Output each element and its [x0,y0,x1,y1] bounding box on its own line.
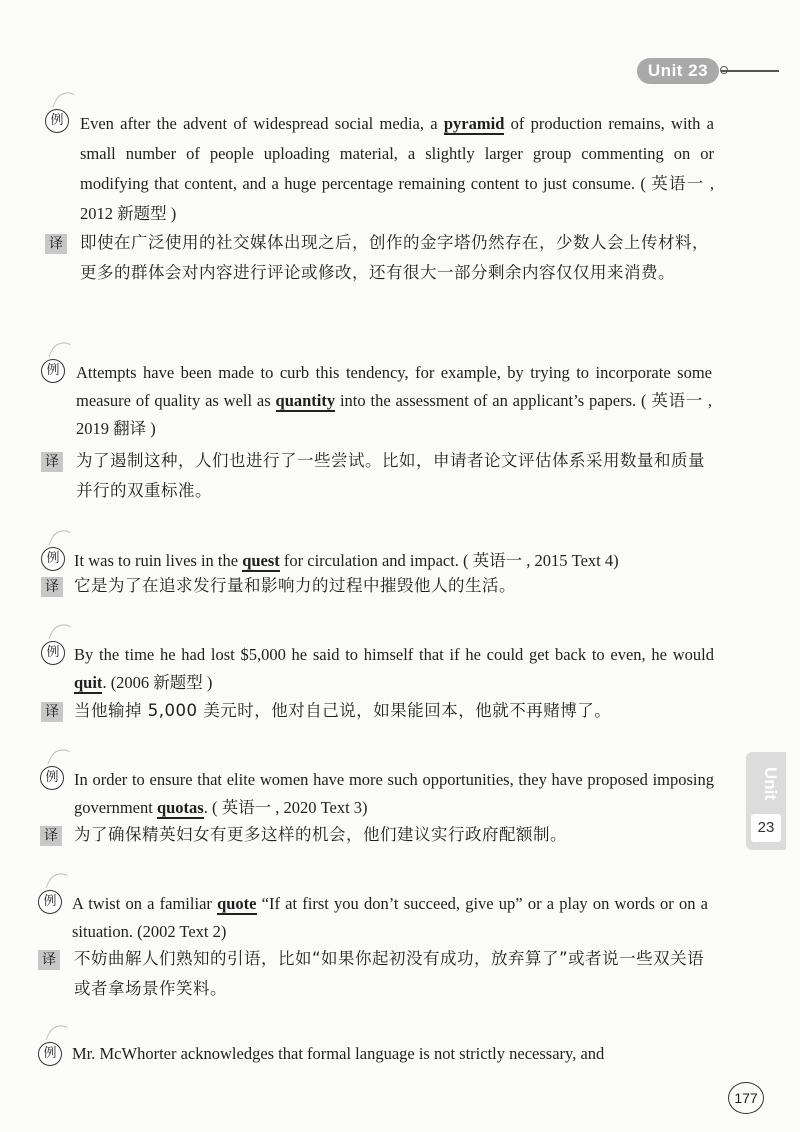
keyword: quantity [275,391,336,410]
example-marker-icon: 例 [41,547,65,571]
keyword: quit [74,673,103,692]
translation-text: 当他输掉 5,000 美元时，他对自己说，如果能回本，他就不再赌博了。 [74,701,612,720]
keyword: quest [242,551,280,570]
translation-text: 不妨曲解人们熟知的引语，比如“如果你起初没有成功，放弃算了”或者说一些双关语或者拿场景作笑料。 [74,949,705,998]
page-number: 177 [728,1082,764,1114]
translation-marker-icon: 译 [41,702,63,722]
translation-text: 即使在广泛使用的社交媒体出现之后，创作的金字塔仍然存在，少数人会上传材料，更多的群体会对内容进行评论或修改，还有很大一部分剩余内容仅仅用来消费。 [80,233,709,282]
side-unit-tab [746,752,786,850]
translation-text: 为了确保精英妇女有更多这样的机会，他们建议实行政府配额制。 [74,825,567,844]
example-sentence: By the time he had lost $5,000 he said to himself that if he could get back to even, he would quit. (2006 新题型 ) [74,645,714,692]
side-tab-label: Unit [761,767,780,801]
keyword: quotas [156,798,204,817]
translation-marker-icon: 译 [38,950,60,970]
example-sentence: Attempts have been made to curb this tendency, for example, by trying to incorporate some measure of quality as well as quantity into the assessment of an applicant’s papers. ( 英语一 , 2019 翻译 ) [76,363,712,438]
example-marker-icon: 例 [41,359,65,383]
translation-text: 为了遏制这种，人们也进行了一些尝试。比如，申请者论文评估体系采用数量和质量并行的双重标准。 [76,451,705,500]
example-marker-icon: 例 [45,109,69,133]
example-marker-icon: 例 [41,641,65,665]
keyword: quote [217,894,257,913]
translation-text: 它是为了在追求发行量和影响力的过程中摧毁他人的生活。 [74,576,516,595]
example-sentence: Mr. McWhorter acknowledges that formal language is not strictly necessary, and [72,1044,605,1063]
example-sentence: A twist on a familiar quote “If at first you don’t succeed, give up” or a play on words or on a situation. (2002 Text 2) [72,894,708,941]
example-sentence: In order to ensure that elite women have more such opportunities, they have proposed imposing government quotas. ( 英语一 , 2020 Text 3) [74,770,714,817]
example-marker-icon: 例 [38,1042,62,1066]
side-tab-number: 23 [751,814,781,842]
keyword: pyramid [443,114,505,133]
header-rule [721,70,779,72]
example-marker-icon: 例 [38,890,62,914]
translation-marker-icon: 译 [40,826,62,846]
example-marker-icon: 例 [40,766,64,790]
example-sentence: It was to ruin lives in the quest for circulation and impact. ( 英语一 , 2015 Text 4) [74,551,619,570]
example-sentence: Even after the advent of widespread social media, a pyramid of production remains, with a small number of people uploading material, a slightly larger group commenting on or modifying that content, and a huge percentage remaining content to just consume. ( 英语一 , 2012 新题型 ) [80,114,714,223]
translation-marker-icon: 译 [45,234,67,254]
translation-marker-icon: 译 [41,452,63,472]
translation-marker-icon: 译 [41,577,63,597]
unit-badge: Unit 23 [637,58,719,84]
